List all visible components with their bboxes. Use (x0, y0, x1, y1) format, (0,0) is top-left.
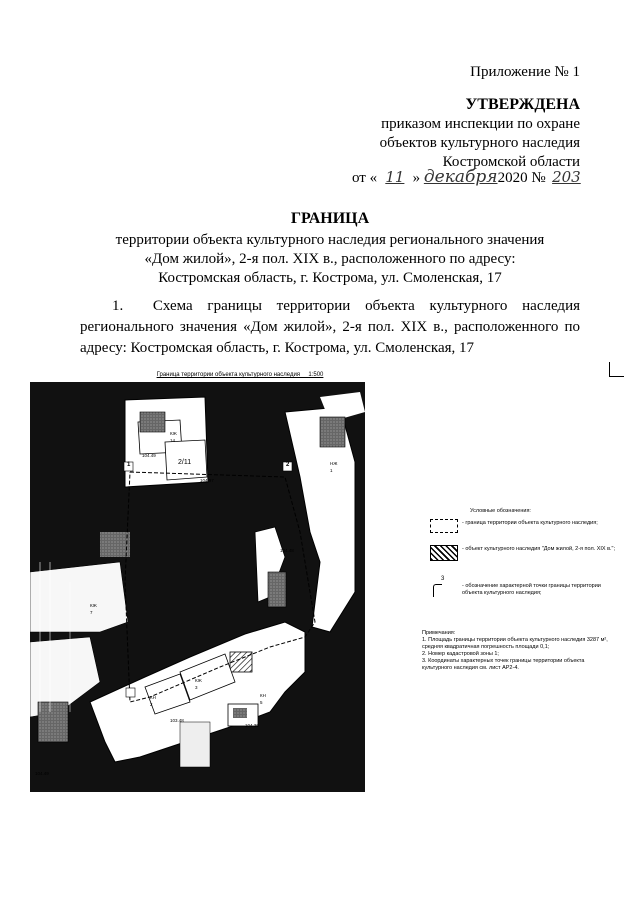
date-year: 2020 № (497, 170, 546, 186)
date-mid: » (412, 170, 421, 186)
title-line-2: «Дом жилой», 2-я пол. XIX в., расположенного по адресу: (144, 251, 516, 267)
map-label-4: НЖ 1 (330, 461, 338, 473)
map-label-6: КН 2 (150, 695, 156, 707)
legend-boundary-icon (430, 519, 458, 533)
legend-heritage-object-icon (430, 545, 458, 561)
section-text: Схема границы территории объекта культурного наследия регионального значения «Дом жилой», 2-я пол. XIX в., расположенного по адресу: Костромская область, г. Кострома, ул. Смоленская, 17 (80, 298, 580, 356)
approval-date (352, 167, 583, 188)
map-label-1: КЖ 14 (170, 431, 177, 443)
map-label-3: 104.97 (200, 478, 214, 483)
legend-point-number: 3 (441, 576, 445, 582)
title-line-3: Костромская область, г. Кострома, ул. Смоленская, 17 (158, 270, 502, 286)
map-label-7: КЖ 3 (195, 678, 202, 690)
map-label-10: КН 5 (260, 693, 266, 705)
building-number-label: 2/11 (178, 459, 192, 466)
note-2: 2. Номер кадастровой зоны 1; (422, 651, 499, 657)
notes-block (422, 630, 612, 672)
map-caption: Граница территории объекта культурного наследия 1:500 (156, 372, 324, 378)
note-1: 1. Площадь границы территории объекта культурного наследия 3287 м², средняя квадратичная погрешность площади 0,1; (422, 637, 608, 650)
order-number: 203 (552, 168, 581, 186)
map-drawing (30, 382, 365, 802)
boundary-point-1: 1 (127, 462, 131, 468)
approved-heading: УТВЕРЖДЕНА (465, 96, 580, 113)
approval-line-1: приказом инспекции по охране (381, 116, 580, 132)
document-title: ГРАНИЦА (290, 210, 370, 227)
appendix-label: Приложение № 1 (470, 64, 580, 80)
corner-mark (609, 362, 624, 377)
legend-item-point: - обозначение характерной точки границы территории объекта культурного наследия; (462, 583, 601, 596)
section-number: 1. (112, 298, 124, 314)
date-month: декабря (423, 167, 498, 187)
legend-item-object: - объект культурного наследия "Дом жилой, 2-я пол. XIX в."; (462, 546, 616, 552)
section-1-paragraph (80, 296, 580, 359)
note-3: 3. Координаты характерных точек границы территории объекта культурного наследия см. лист АР2-4. (422, 658, 585, 671)
date-prefix: от « (352, 170, 378, 186)
date-day: 11 (385, 168, 405, 186)
approval-line-2: объектов культурного наследия (379, 135, 580, 151)
map-label-5: 104.48 (280, 548, 294, 553)
map-label-9: 104.49 (35, 771, 49, 776)
title-line-1: территории объекта культурного наследия регионального значения (115, 232, 545, 248)
map-label-8: 103.48 (170, 718, 184, 723)
map-label-12: КЖ 7 (90, 603, 97, 615)
legend-item-boundary: - граница территории объекта культурного наследия; (462, 520, 598, 526)
legend-title: Условные обозначения: (470, 508, 531, 514)
map-label-2: 104.49 (142, 453, 156, 458)
approval-line-3: Костромской области (442, 154, 580, 170)
notes-title: Примечания: (422, 630, 456, 636)
boundary-point-2: 2 (286, 462, 290, 468)
map-label-11: 104.36 (245, 723, 259, 728)
legend-point-icon (433, 584, 442, 597)
